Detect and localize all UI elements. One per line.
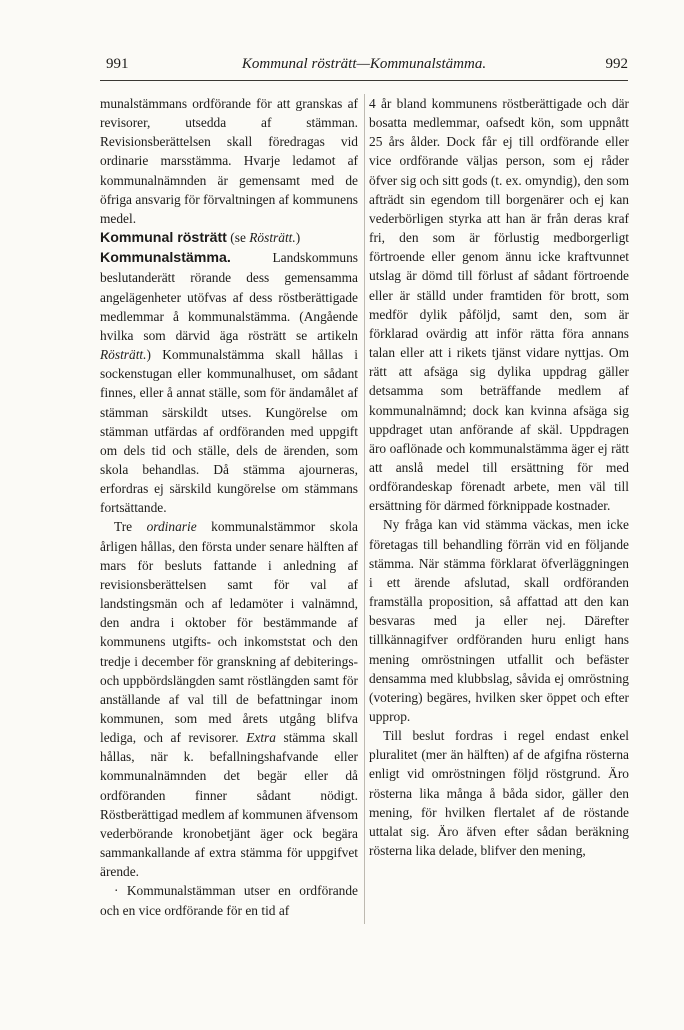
paragraph-ny-fraga: Ny fråga kan vid stämma väckas, men icke företagas till behandling förrän vid en följande stämma. När stämma förklarat öfverläggningen i ett ärende afslutad, skall ordföranden framställa proposition, så affattad att den kan besvaras med ja eller nej. Därefter tillkännagifver ordföranden huru enligt hans mening omröstningen utfallit och befäster densamma med klubbslag, såvida ej omröstning (votering) begäres, hvilken sker öppet och efter upprop. <box>369 517 629 724</box>
cross-reference: Rösträtt. <box>249 230 296 246</box>
entry-kommunal-rostratt <box>100 228 358 248</box>
page-number-left: 991 <box>106 56 129 72</box>
see-open: (se <box>230 230 250 246</box>
entry-text: Landskommuns beslutanderätt rörande dess gemensamma angelägenheter utöfvas af dess röstberättigade medlemmar å kommunalstämma. (Angående hvilka som därvid äga rösträtt se artikeln <box>100 250 358 343</box>
page-header <box>100 56 628 76</box>
paragraph-ordinarie <box>100 517 358 881</box>
italic-ordinarie: ordinarie <box>146 519 197 535</box>
see-close: ) <box>295 230 301 246</box>
headword-kommunal-rostratt: Kommunal rösträtt <box>100 230 227 247</box>
paragraph-ordforande-cont: 4 år bland kommunens röstberättigade och där bosatta medlemmar, oafsedt kön, som uppnått 25 års ålder. Dock får ej till ordförande eller vice ordförande väljas person, som ej råder öfver sig och sitt gods (t. ex. omyndig), den som afträdt sin egendom till borgenärer och ej kan vederbörligen styrka att han är från deras kraf fri, den som är förlustig medborgerligt förtroende eller genom ännu icke kraftvunnet utslag är dömd till förlust af sådant förtroende eller är ställd under framtiden för brott, som medför dylik påföljd, samt den, som är förklarad ovärdig att inför rätta föra annans talan eller att i rikets tjänst vidare nyttjas. Om rätt att afsäga sig dylika uppdrag gäller detsamma som beträffande medlem af kommunalnämnd; dock kan kvinna afsäga sig uppdraget utan anförande af skäl. Uppdragen äro oaflönade och kommunalstämma äger ej rätt att anslå medel till ersättning för med ordförandeskap förenadt arbete, men väl till ersättning för därmed förknippade kostnader. <box>369 96 629 514</box>
paragraph-till-beslut: Till beslut fordras i regel endast enkel pluralitet (mer än hälften) af de afgifna rösterna enligt vid omröstningen följd röstgrund. Äro rösterna lika många å båda sidor, gäller den mening, för hvilken flertalet af de röstande uttalat sig. Äro äfven efter sådan beräkning rösterna lika delade, blifver den mening, <box>369 728 629 859</box>
entry-kommunalstamma <box>100 248 358 517</box>
paragraph-continuation: munalstämmans ordförande för att granskas af revisorer, utsedda af stämman. Revisionsberättelsen skall föredragas vid ordinarie marsstämma. Hvarje ledamot af kommunalnämnden är gemensamt med de öfriga ansvarig för förvaltningen af kommunens medel. <box>100 96 358 226</box>
cross-reference-rostratt: Rösträtt. <box>100 347 147 363</box>
running-title: Kommunal rösträtt—Kommunalstämma. <box>241 56 487 72</box>
column-right <box>369 94 629 860</box>
italic-extra: Extra <box>246 730 276 746</box>
text-span: stämma skall hållas, när k. befallningshafvande eller kommunalnämnden det begär eller då ordföranden finner sådant nödigt. Röstberättigad medlem af kommunen äfvensom vederbörande kronobetjänt äger ock begära sammankallande af extra stämma för uppgifvet ärende. <box>100 730 358 880</box>
entry-text-cont: ) Kommunalstämma skall hållas i sockenstugan eller kommunalhuset, om sådant finnes, eller å annat ställe, som för ändamålet af stämman särskildt utses. Kungörelse om stämman utfärdas af ordföranden med uppgift om dels tid och ställe, dels de ärenden, som skola behandlas. Då stämma ajourneras, erfordras ej särskild kungörelse om stämmans fortsättande. <box>100 347 358 516</box>
headword-kommunalstamma: Kommunalstämma. <box>100 250 231 267</box>
column-divider <box>364 94 365 924</box>
column-left <box>100 94 358 920</box>
paragraph-ordforande: · Kommunalstämman utser en ordförande och en vice ordförande för en tid af <box>100 883 358 918</box>
header-rule <box>100 80 628 81</box>
text-span: Tre <box>114 519 147 535</box>
text-span: kommunalstämmor skola årligen hållas, den första under senare hälften af mars för besluts fattande i anledning af revisionsberättelsen samt för val af landstingsmän och af ledamöter i valnämnd, den andra i oktober för bestämmande af kommunens utgifts- och inkomststat och den tredje i december för granskning af debiterings- och uppbördslängden samt röstlängden samt för anställande af val till de befattningar inom kommunen, som med årets utgång blifva lediga, och af revisorer. <box>100 519 358 746</box>
page-number-right: 992 <box>605 56 628 72</box>
